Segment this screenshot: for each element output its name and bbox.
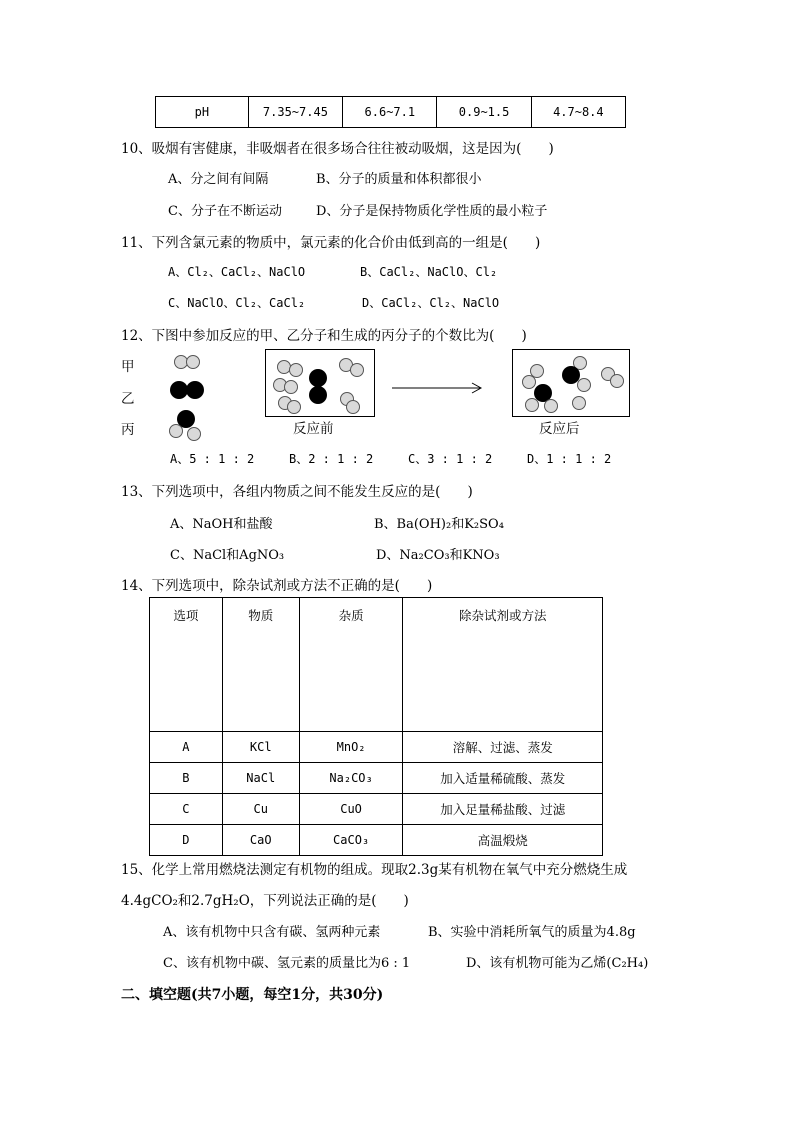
label-yi: 乙 — [121, 391, 135, 407]
question-12-stem: 12、下图中参加反应的甲、乙分子和生成的丙分子的个数比为( ) — [121, 328, 527, 344]
label-jia: 甲 — [121, 359, 135, 375]
after-reaction-box — [512, 349, 630, 417]
q15-option-c: C、该有机物中碳、氢元素的质量比为6 : 1 — [163, 956, 411, 971]
question-15-stem-line2: 4.4gCO₂和2.7gH₂O，下列说法正确的是( ) — [121, 893, 409, 909]
q11-option-c: C、NaClO、Cl₂、CaCl₂ — [168, 296, 306, 310]
after-label: 反应后 — [539, 421, 580, 437]
before-label: 反应前 — [293, 421, 334, 437]
question-13-stem: 13、下列选项中，各组内物质之间不能发生反应的是( ) — [121, 484, 473, 500]
ph-cell: 6.6~7.1 — [343, 97, 437, 128]
header-option: 选项 — [150, 598, 223, 732]
q12-option-c: C、3 : 1 : 2 — [408, 452, 493, 466]
ph-cell: 0.9~1.5 — [437, 97, 531, 128]
table-header-row — [150, 598, 603, 732]
before-reaction-box — [265, 349, 375, 417]
q10-option-d: D、分子是保持物质化学性质的最小粒子 — [316, 204, 548, 219]
q12-option-d: D、1 : 1 : 2 — [527, 452, 612, 466]
q13-option-a: A、NaOH和盐酸 — [170, 517, 273, 532]
ph-cell: pH — [156, 97, 249, 128]
table-row — [156, 97, 626, 128]
q11-option-a: A、Cl₂、CaCl₂、NaClO — [168, 265, 306, 279]
q11-option-b: B、CaCl₂、NaClO、Cl₂ — [360, 265, 498, 279]
table-row: B NaCl Na₂CO₃ 加入适量稀硫酸、蒸发 — [150, 763, 603, 794]
ph-cell: 4.7~8.4 — [531, 97, 625, 128]
header-method: 除杂试剂或方法 — [403, 598, 603, 732]
reaction-arrow-icon — [392, 381, 484, 395]
q15-option-d: D、该有机物可能为乙烯(C₂H₄) — [466, 956, 649, 971]
q13-option-c: C、NaCl和AgNO₃ — [170, 548, 285, 563]
q13-option-b: B、Ba(OH)₂和K₂SO₄ — [374, 517, 504, 532]
label-bing: 丙 — [121, 422, 135, 438]
question-14-stem: 14、下列选项中，除杂试剂或方法不正确的是( ) — [121, 578, 433, 594]
question-10-stem: 10、吸烟有害健康，非吸烟者在很多场合往往被动吸烟，这是因为( ) — [121, 141, 554, 157]
q15-option-a: A、该有机物中只含有碳、氢两种元素 — [163, 925, 381, 940]
header-impurity: 杂质 — [299, 598, 403, 732]
q10-option-c: C、分子在不断运动 — [168, 204, 282, 219]
ph-cell: 7.35~7.45 — [248, 97, 343, 128]
q10-option-a: A、分之间有间隔 — [168, 172, 269, 187]
section-2-heading: 二、填空题(共7小题，每空1分，共30分) — [121, 987, 384, 1003]
ph-table — [155, 96, 626, 128]
purification-table — [149, 597, 603, 856]
q12-option-a: A、5 : 1 : 2 — [170, 452, 255, 466]
question-15-stem-line1: 15、化学上常用燃烧法测定有机物的组成。现取2.3g某有机物在氧气中充分燃烧生成 — [121, 862, 628, 878]
question-11-stem: 11、下列含氯元素的物质中，氯元素的化合价由低到高的一组是( ) — [121, 235, 541, 251]
q15-option-b: B、实验中消耗所氧气的质量为4.8g — [428, 925, 636, 940]
q13-option-d: D、Na₂CO₃和KNO₃ — [376, 548, 500, 563]
table-row: D CaO CaCO₃ 高温煅烧 — [150, 825, 603, 856]
q10-option-b: B、分子的质量和体积都很小 — [316, 172, 482, 187]
table-row: A KCl MnO₂ 溶解、过滤、蒸发 — [150, 732, 603, 763]
q12-option-b: B、2 : 1 : 2 — [289, 452, 374, 466]
table-row: C Cu CuO 加入足量稀盐酸、过滤 — [150, 794, 603, 825]
q11-option-d: D、CaCl₂、Cl₂、NaClO — [362, 296, 500, 310]
header-substance: 物质 — [222, 598, 299, 732]
